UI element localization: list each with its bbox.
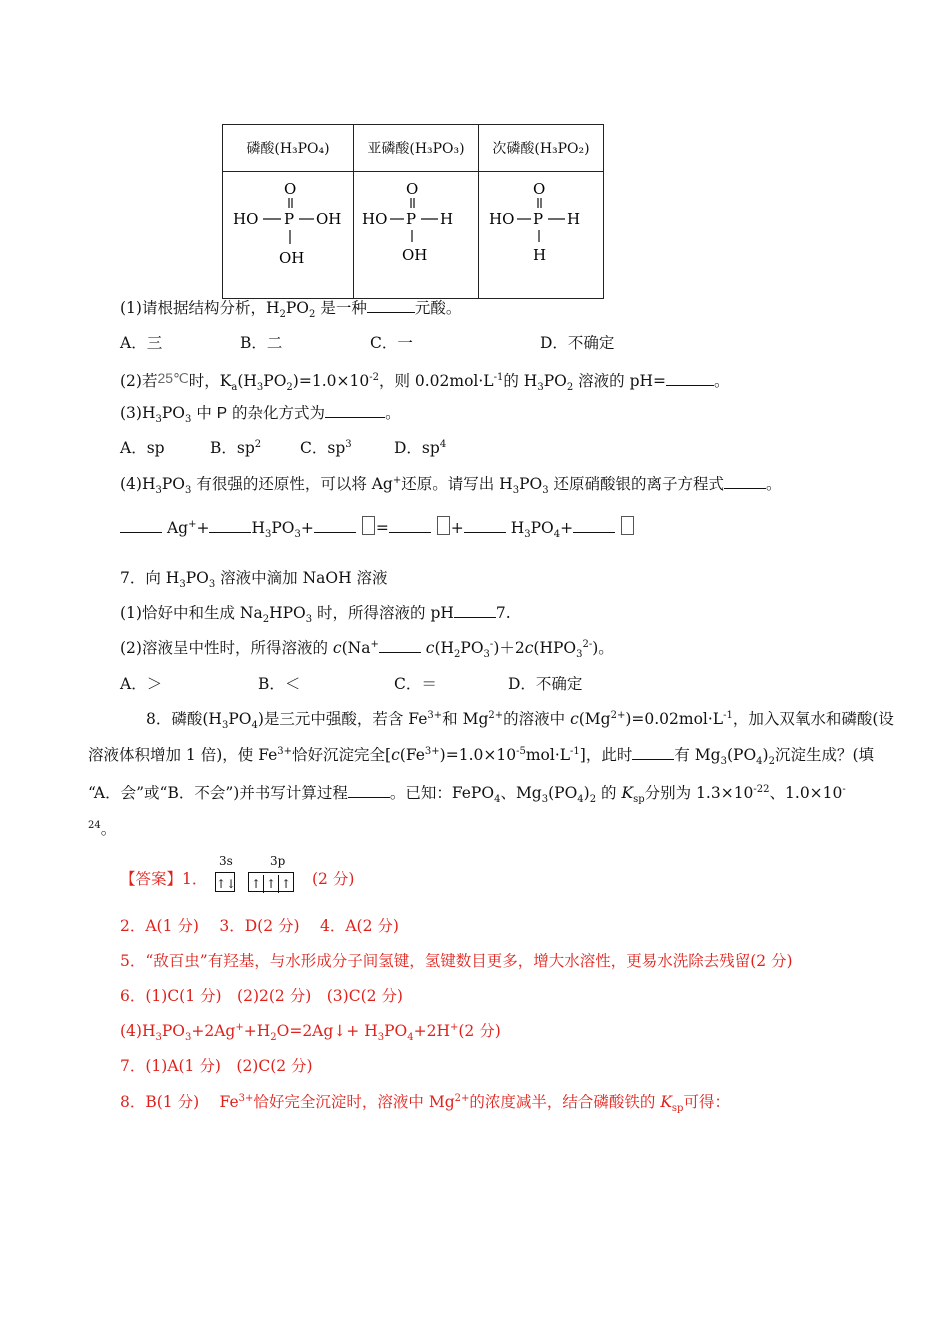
option-c: C．$sp^3$ (300, 438, 352, 457)
answer-blank[interactable] (724, 474, 766, 489)
answer-blank[interactable] (454, 603, 496, 618)
structure-h3po3 (354, 172, 478, 294)
answer-6: 6．(1)C(1 分) (2)2(2 分) (3)C(2 分) (120, 987, 403, 1005)
struct-left: HO (233, 210, 259, 228)
q8-line2: 溶液体积增加 1 倍)，使 $Fe^{3+}$恰好沉淀完全$[c(Fe^{3+})=1.0\times 10^{-5}mol\cdot L^{-1}]$，此时 有 $Mg_3(PO_4)_2$沉淀生成？(填 (88, 745, 875, 768)
q7-title: 7．向 $H_3PO_3$ 溶液中滴加 NaOH 溶液 (120, 569, 388, 591)
answer-7: 7．(1)A(1 分) (2)C(2 分) (120, 1057, 313, 1075)
answer-blank[interactable] (367, 298, 415, 313)
answer-2-4: 2．A(1 分) 3．D(2 分) 4．A(2 分) (120, 917, 399, 935)
q8-line1: 8．磷酸$(H_3PO_4)$是三元中强酸，若含 $Fe^{3+}$和 $Mg^{2+}$的溶液中 $c(Mg^{2+})=0.02mol\cdot L^{-1}$，加入双氧水和磷酸(设 (146, 709, 894, 732)
struct-top: O (533, 180, 546, 198)
option-c: C．一 (370, 334, 413, 352)
table-header-hypophosphorous: 次磷酸(H₃PO₂) (479, 125, 604, 172)
option-a: A．sp (120, 439, 165, 457)
answer-8: 8．B(1 分) $Fe^{3+}$恰好完全沉淀时，溶液中 $Mg^{2+}$的浓度减半，结合磷酸铁的 $K_{sp}$可得： (120, 1092, 730, 1115)
answer-blank[interactable] (379, 638, 421, 653)
temperature-text: 25℃ (157, 370, 189, 386)
acid-structure-table (222, 124, 604, 299)
q6-part1: (1)请根据结构分析，$H_2PO_2$ 是一种 元酸。 (120, 299, 462, 321)
option-d: D．$sp^4$ (394, 438, 447, 457)
structure-h3po2 (479, 172, 603, 294)
answer-blank[interactable] (348, 783, 390, 798)
structure-h3po4 (223, 172, 353, 294)
answer-blank[interactable] (632, 745, 674, 760)
coef-blank[interactable] (120, 518, 162, 533)
coef-blank[interactable] (314, 518, 356, 533)
q8-line4: $^{24}$。 (88, 819, 117, 838)
struct-right: H (567, 210, 581, 228)
struct-center: P (533, 210, 544, 228)
orbital-cell: ↑ (280, 876, 292, 891)
q6-part3: $(3)H_3PO_3$ 中 P 的杂化方式为 。 (120, 404, 401, 426)
option-c: C．＝ (394, 675, 437, 693)
option-d: D．不确定 (540, 334, 615, 352)
answer-blank[interactable] (325, 403, 385, 418)
option-a: A．＞ (120, 675, 163, 693)
struct-bottom: OH (279, 249, 305, 267)
species-box[interactable] (621, 516, 634, 535)
table-header-phosphorous: 亚磷酸(H₃PO₃) (354, 125, 479, 172)
struct-left: HO (489, 210, 515, 228)
equation-line: $Ag^++ H_3PO_3+$ = + $H_3PO_4+$ (120, 516, 635, 539)
option-b: B．＜ (258, 675, 301, 693)
species-box[interactable] (437, 516, 450, 535)
struct-center: P (406, 210, 417, 228)
q8-line3: “A．会”或“B．不会”)并书写计算过程 。已知：FePO$_4$、$Mg_3(PO_4)_2$ 的 $K_{sp}$分别为 $1.3\times 10^{-22}$、1.0×10- (88, 783, 846, 806)
struct-left: HO (362, 210, 388, 228)
struct-right: H (440, 210, 454, 228)
orbital-cell: ↑↓ (216, 876, 237, 891)
struct-right: OH (316, 210, 342, 228)
coef-blank[interactable] (573, 518, 615, 533)
structure-cell-h3po4 (223, 172, 354, 299)
answer-label: 【答案】1． (120, 870, 208, 888)
option-b: B．二 (240, 334, 283, 352)
orbital-3p-box (248, 871, 294, 892)
answer-1-score: (2 分) (312, 870, 355, 888)
option-d: D．不确定 (508, 675, 583, 693)
coef-blank[interactable] (209, 518, 251, 533)
q7-part1: (1)恰好中和生成 $Na_2HPO_3$ 时，所得溶液的 pH 7. (120, 604, 511, 626)
answer-1 (120, 868, 207, 890)
struct-center: P (284, 210, 295, 228)
coef-blank[interactable] (389, 518, 431, 533)
orbital-3s-box (215, 871, 235, 892)
species-box[interactable] (362, 516, 375, 535)
table-header-phosphoric: 磷酸(H₃PO₄) (223, 125, 354, 172)
struct-bottom: H (533, 246, 547, 264)
structure-cell-h3po3 (354, 172, 479, 299)
q7-part2: (2)溶液呈中性时，所得溶液的 c(Na+ $c(H_2PO_3^-)+2c(HPO_3^{2-})$。 (120, 638, 614, 661)
orbital-3s-label: 3s (219, 854, 233, 868)
answer-6-4: $(4)H_3PO_3+2Ag^++H_2O=2Ag↓+ H_3PO_4+2H^+(2$ 分) (120, 1021, 501, 1044)
coef-blank[interactable] (464, 518, 506, 533)
orbital-cell: ↑ (249, 875, 264, 893)
orbital-cell: ↑ (264, 875, 279, 893)
struct-bottom: OH (402, 246, 428, 264)
answer-blank[interactable] (666, 371, 714, 386)
option-b: B．$sp^2$ (210, 438, 262, 457)
option-a: A．三 (120, 334, 163, 352)
orbital-3p-label: 3p (270, 854, 286, 868)
structure-cell-h3po2 (479, 172, 604, 299)
struct-top: O (284, 180, 297, 198)
struct-top: O (406, 180, 419, 198)
q6-part2: (2)若25℃时，$K_a(H_3PO_2)=1.0\times 10^{-2}$，则 $0.02mol\cdot L^{-1}$的 $H_3PO_2$ 溶液的 pH= 。 (120, 370, 730, 394)
q6-part4: $(4)H_3PO_3$ 有很强的还原性，可以将 Ag+还原。请写出 $H_3PO_3$ 还原硝酸银的离子方程式 。 (120, 474, 782, 497)
answer-5: 5．“敌百虫”有羟基，与水形成分子间氢键，氢键数目更多，增大水溶性，更易水洗除去残留(2 分) (120, 952, 793, 970)
